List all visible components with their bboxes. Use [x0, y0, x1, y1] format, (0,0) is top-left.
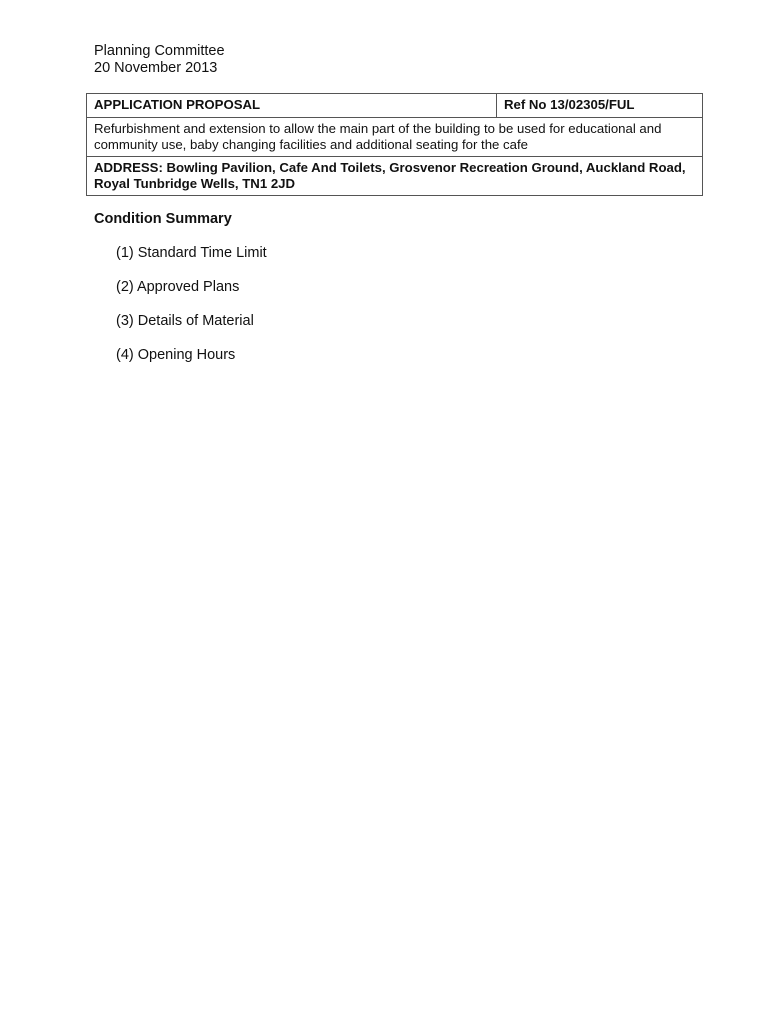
committee-name: Planning Committee [94, 43, 225, 59]
meeting-date: 20 November 2013 [94, 60, 218, 76]
proposal-heading: APPLICATION PROPOSAL [87, 94, 497, 118]
reference-number: Ref No 13/02305/FUL [497, 94, 703, 118]
condition-item: (2) Approved Plans [116, 279, 240, 295]
site-address: ADDRESS: Bowling Pavilion, Cafe And Toilets, Grosvenor Recreation Ground, Auckland Road, Royal Tunbridge Wells, TN1 2JD [87, 157, 703, 196]
condition-item: (3) Details of Material [116, 313, 254, 329]
document-header [94, 43, 225, 77]
condition-summary-title: Condition Summary [94, 211, 232, 227]
application-proposal-table [86, 93, 703, 196]
condition-item: (1) Standard Time Limit [116, 245, 267, 261]
proposal-description: Refurbishment and extension to allow the main part of the building to be used for educational and community use, baby changing facilities and additional seating for the cafe [87, 118, 703, 157]
proposal-address-row [87, 157, 703, 196]
proposal-description-row [87, 118, 703, 157]
proposal-header-row [87, 94, 703, 118]
condition-item: (4) Opening Hours [116, 347, 236, 363]
condition-list [116, 245, 267, 381]
